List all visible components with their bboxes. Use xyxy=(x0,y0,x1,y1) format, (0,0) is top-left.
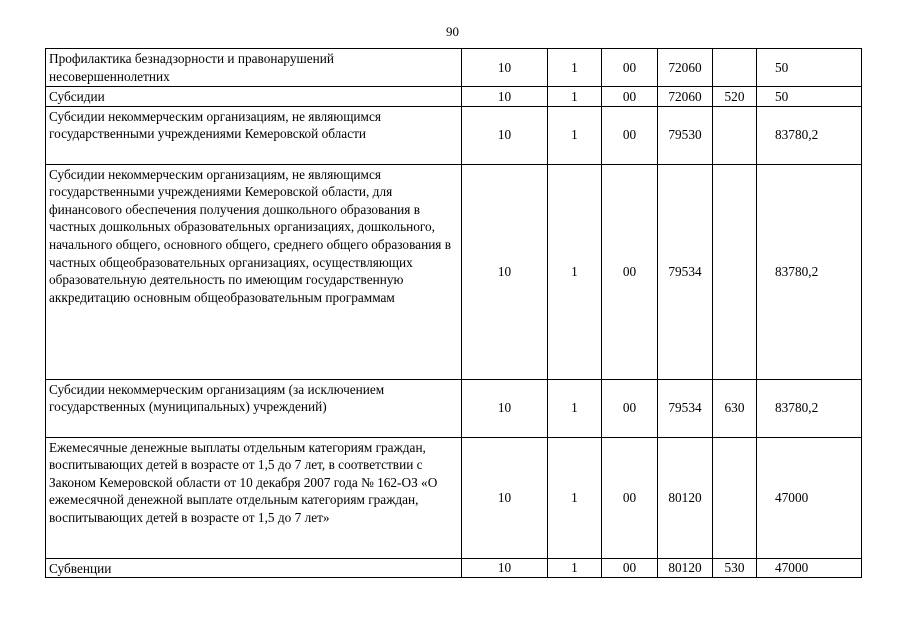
amount-cell: 47000 xyxy=(757,437,862,558)
direction-cell: 72060 xyxy=(658,87,713,107)
subprogram-cell: 00 xyxy=(602,558,658,578)
subprogram-cell: 00 xyxy=(602,49,658,87)
table-row xyxy=(46,164,862,379)
direction-cell: 79534 xyxy=(658,379,713,437)
program-cell: 1 xyxy=(548,87,602,107)
row-name-cell: Субсидии некоммерческим организациям, не являющимся государственными учреждениями Кемеровской области, для финансового обеспечения получения дошкольного образования в частных дошкольных образовательных организациях, дошкольного, начального общего, основного общего, среднего общего образования в частных общеобразовательных организациях, осуществляющих образовательную деятельность по имеющим государственную аккредитацию основным общеобразовательным программам xyxy=(46,164,462,379)
direction-cell: 80120 xyxy=(658,437,713,558)
expense-type-cell: 520 xyxy=(713,87,757,107)
direction-cell: 79534 xyxy=(658,164,713,379)
program-cell: 1 xyxy=(548,49,602,87)
subprogram-cell: 00 xyxy=(602,87,658,107)
section-cell: 10 xyxy=(462,164,548,379)
expense-type-cell xyxy=(713,437,757,558)
row-name-cell: Субсидии некоммерческим организациям, не являющимся государственными учреждениями Кемеровской области xyxy=(46,106,462,164)
section-cell: 10 xyxy=(462,379,548,437)
table-row xyxy=(46,87,862,107)
expense-type-cell xyxy=(713,49,757,87)
section-cell: 10 xyxy=(462,106,548,164)
table-row xyxy=(46,437,862,558)
program-cell: 1 xyxy=(548,437,602,558)
direction-cell: 80120 xyxy=(658,558,713,578)
table-row xyxy=(46,379,862,437)
row-name-cell: Субсидии некоммерческим организациям (за исключением государственных (муниципальных) учреждений) xyxy=(46,379,462,437)
expense-type-cell xyxy=(713,106,757,164)
table-row xyxy=(46,49,862,87)
direction-cell: 79530 xyxy=(658,106,713,164)
row-name-cell: Субсидии xyxy=(46,87,462,107)
subprogram-cell: 00 xyxy=(602,164,658,379)
section-cell: 10 xyxy=(462,49,548,87)
subprogram-cell: 00 xyxy=(602,437,658,558)
table-row xyxy=(46,106,862,164)
section-cell: 10 xyxy=(462,87,548,107)
expense-type-cell xyxy=(713,164,757,379)
amount-cell: 83780,2 xyxy=(757,379,862,437)
table-row xyxy=(46,558,862,578)
program-cell: 1 xyxy=(548,379,602,437)
subprogram-cell: 00 xyxy=(602,379,658,437)
page-number: 90 xyxy=(446,24,459,39)
budget-table xyxy=(45,48,862,578)
amount-cell: 83780,2 xyxy=(757,106,862,164)
amount-cell: 50 xyxy=(757,87,862,107)
row-name-cell: Профилактика безнадзорности и правонарушений несовершеннолетних xyxy=(46,49,462,87)
expense-type-cell: 530 xyxy=(713,558,757,578)
amount-cell: 50 xyxy=(757,49,862,87)
amount-cell: 47000 xyxy=(757,558,862,578)
program-cell: 1 xyxy=(548,558,602,578)
row-name-cell: Субвенции xyxy=(46,558,462,578)
subprogram-cell: 00 xyxy=(602,106,658,164)
expense-type-cell: 630 xyxy=(713,379,757,437)
section-cell: 10 xyxy=(462,558,548,578)
direction-cell: 72060 xyxy=(658,49,713,87)
section-cell: 10 xyxy=(462,437,548,558)
program-cell: 1 xyxy=(548,164,602,379)
program-cell: 1 xyxy=(548,106,602,164)
amount-cell: 83780,2 xyxy=(757,164,862,379)
row-name-cell: Ежемесячные денежные выплаты отдельным категориям граждан, воспитывающих детей в возрасте от 1,5 до 7 лет, в соответствии с Законом Кемеровской области от 10 декабря 2007 года № 162-ОЗ «О ежемесячной денежной выплате отдельным категориям граждан, воспитывающих детей в возрасте от 1,5 до 7 лет» xyxy=(46,437,462,558)
